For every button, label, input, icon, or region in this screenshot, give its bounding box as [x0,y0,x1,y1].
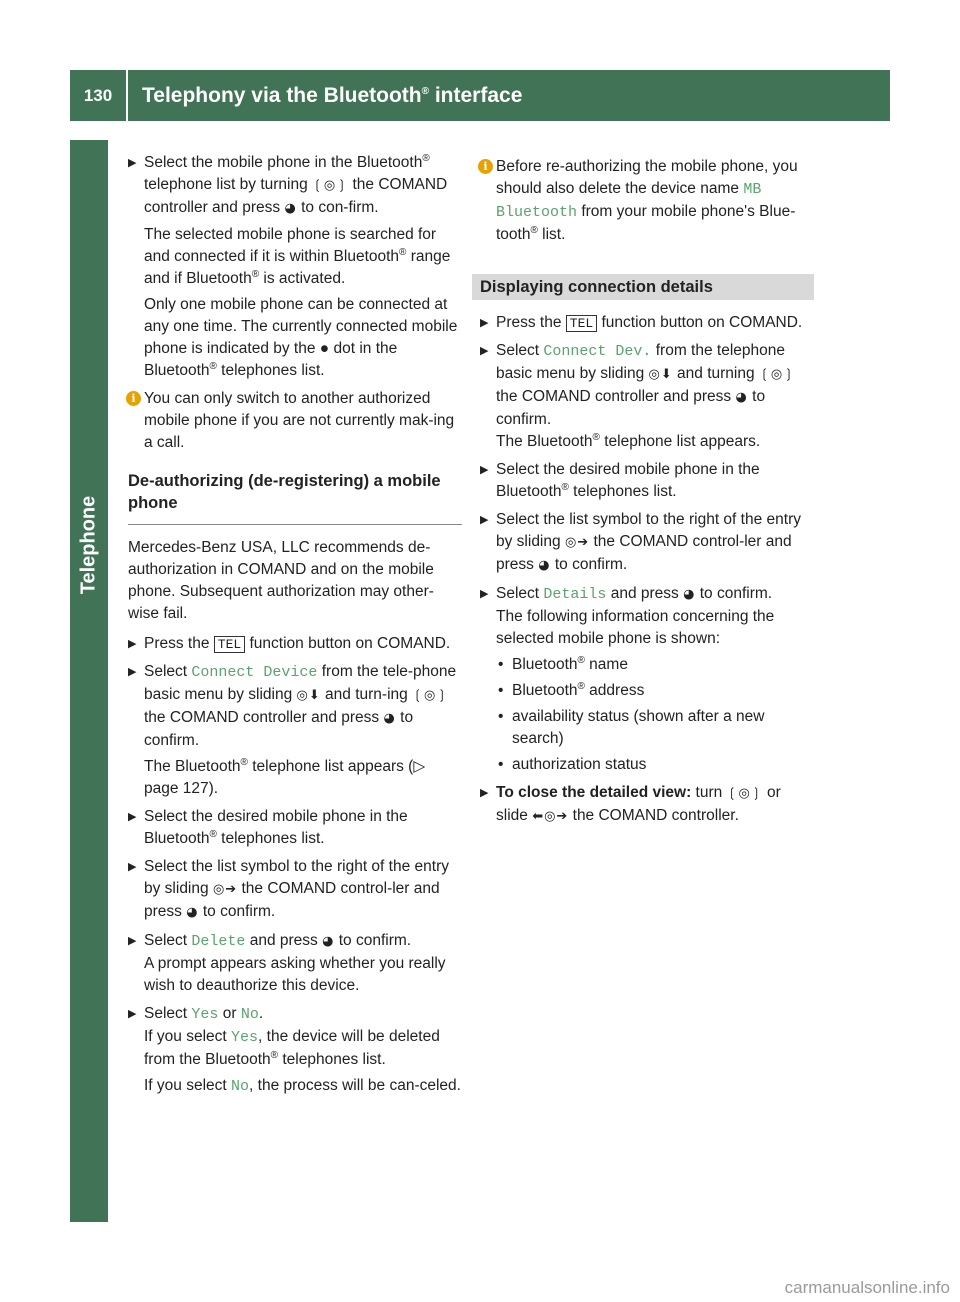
tel-key: TEL [566,315,597,332]
controller-press-icon: ◕ [683,587,696,602]
arrow-icon: ▶ [480,588,489,600]
side-tab-label: Telephone [77,495,100,595]
tel-key: TEL [214,636,245,653]
intro-paragraph: Mercedes-Benz USA, LLC recommends de-authorization in COMAND and on the mobile phone. Subsequent authorization may other-wise fail. [128,539,434,622]
arrow-icon: ▶ [128,935,137,947]
menu-item-mb-bluetooth: MB Bluetooth [496,181,762,221]
header-divider [126,70,128,121]
step-note: The selected mobile phone is searched for and connected if it is within Bluetooth® range and if Bluetooth® is activated. [144,226,451,287]
controller-slide-icon: ⬅◎➔ [532,809,569,824]
step-select-desired-phone: ▶ Select the desired mobile phone in the Bluetooth® telephones list. [128,808,408,847]
step-note: Only one mobile phone can be connected at any one time. The currently connected mobile phone is indicated by the ● dot in the Bluetooth® telephones list. [144,296,458,379]
info-bullet-list [496,654,814,776]
step-select-details: ▶ Select Details and press ◕ to confirm. The following information concerning the selected mobile phone is shown: • Bluetooth® name • Bluetooth® address • availability status (shown after a new search) • authorization status [480,583,814,776]
info-icon: i [126,391,141,406]
controller-turn-icon: ❲◎❳ [726,786,763,801]
controller-slide-icon: ◎⬇ [296,688,321,703]
controller-slide-icon: ◎➔ [212,882,238,897]
arrow-icon: ▶ [128,638,137,650]
menu-item-no: No [231,1078,250,1095]
section-heading: Displaying connection details [472,274,814,300]
step-note: The following information concerning the selected mobile phone is shown: [496,608,775,647]
step-select-yes-no: ▶ Select Yes or No. If you select Yes, the device will be deleted from the Bluetooth® telephones list. If you select No, the process will be can-celed. [128,1003,462,1098]
step-close-detailed-view: ▶ To close the detailed view: turn ❲◎❳ or slide ⬅◎➔ the COMAND controller. [480,784,781,824]
arrow-icon: ▶ [128,157,137,169]
info-note: i You can only switch to another authorized mobile phone if you are not currently mak-ing a call. [128,388,462,454]
menu-item-no: No [240,1006,259,1023]
controller-slide-icon: ◎➔ [564,535,590,550]
step-note: If you select No, the process will be can-celed. [144,1077,461,1095]
list-item: • availability status (shown after a new search) [496,706,814,750]
section-subheading: De-authorizing (de-registering) a mobile phone [128,470,462,525]
list-item: • Bluetooth® address [496,680,814,702]
menu-item-connect-dev: Connect Dev. [543,343,652,360]
arrow-icon: ▶ [480,514,489,526]
step-note: If you select Yes, the device will be deleted from the Bluetooth® telephones list. [144,1028,440,1068]
step-select-list-symbol: ▶ Select the list symbol to the right of the entry by sliding ◎➔ the COMAND control-ler and press ◕ to confirm. [480,511,801,573]
step-note: The Bluetooth® telephone list appears. [496,431,761,450]
controller-press-icon: ◕ [284,201,297,216]
controller-press-icon: ◕ [735,390,748,405]
menu-item-connect-device: Connect Device [191,664,318,681]
page-ref-icon: ▷ [413,758,426,775]
menu-item-yes: Yes [191,1006,219,1023]
step-select-delete: ▶ Select Delete and press ◕ to confirm. A prompt appears asking whether you really wish to deauthorize this device. [128,930,462,997]
step-select-desired-phone: ▶ Select the desired mobile phone in the Bluetooth® telephones list. [480,461,760,500]
info-icon: i [478,159,493,174]
arrow-icon: ▶ [480,345,489,357]
menu-item-details: Details [543,586,607,603]
step-select-connect-dev: ▶ Select Connect Dev. from the telephone basic menu by sliding ◎⬇ and turning ❲◎❳ the COMAND controller and press ◕ to confirm. The Bluetooth® telephone list appears. [480,340,814,453]
controller-press-icon: ◕ [322,934,335,949]
step-select-list-symbol: ▶ Select the list symbol to the right of the entry by sliding ◎➔ the COMAND control-ler and press ◕ to confirm. [128,858,449,920]
arrow-icon: ▶ [480,787,489,799]
controller-turn-icon: ❲◎❳ [758,367,796,382]
step-select-phone: ▶ Select the mobile phone in the Bluetooth® telephone list by turning ❲◎❳ the COMAND controller and press ◕ to con-firm. The selected mobile phone is searched for and connected if it is within Bluetooth® range and if Bluetooth® is activated. Only one mobile phone can be connected at any one time. The currently connected mobile phone is indicated by the ● dot in the Bluetooth® telephones list. [128,152,462,382]
step-note: The Bluetooth® telephone list appears (▷ page 127). [144,756,426,797]
page-title: Telephony via the Bluetooth® interface [142,84,523,107]
arrow-icon: ▶ [480,317,489,329]
controller-press-icon: ◕ [538,558,551,573]
page-number: 130 [83,86,113,105]
side-tab [70,140,108,1222]
menu-item-delete: Delete [191,933,246,950]
arrow-icon: ▶ [128,666,137,678]
controller-turn-icon: ❲◎❳ [312,178,349,193]
left-column [128,152,462,1104]
right-column [480,152,814,834]
arrow-icon: ▶ [128,811,137,823]
step-press-tel: ▶ Press the TEL function button on COMAND. [480,312,814,334]
dot-icon: ● [319,340,330,357]
controller-press-icon: ◕ [186,905,199,920]
info-note: i Before re-authorizing the mobile phone, you should also delete the device name MB Bluetooth from your mobile phone's Blue-tooth® list. [480,156,814,246]
watermark: carmanualsonline.info [784,1278,950,1297]
controller-slide-icon: ◎⬇ [648,367,673,382]
menu-item-yes: Yes [231,1029,259,1046]
step-note: A prompt appears asking whether you really wish to deauthorize this device. [144,955,446,994]
step-select-connect-device: ▶ Select Connect Device from the tele-phone basic menu by sliding ◎⬇ and turn-ing ❲◎❳ the COMAND controller and press ◕ to confirm. The Bluetooth® telephone list appears (▷ page 127). [128,661,462,800]
list-item: • Bluetooth® name [496,654,814,676]
arrow-icon: ▶ [128,861,137,873]
controller-turn-icon: ❲◎❳ [412,688,449,703]
list-item: • authorization status [496,754,814,776]
controller-press-icon: ◕ [383,711,396,726]
arrow-icon: ▶ [480,464,489,476]
arrow-icon: ▶ [128,1008,137,1020]
step-press-tel: ▶ Press the TEL function button on COMAND. [128,633,462,655]
